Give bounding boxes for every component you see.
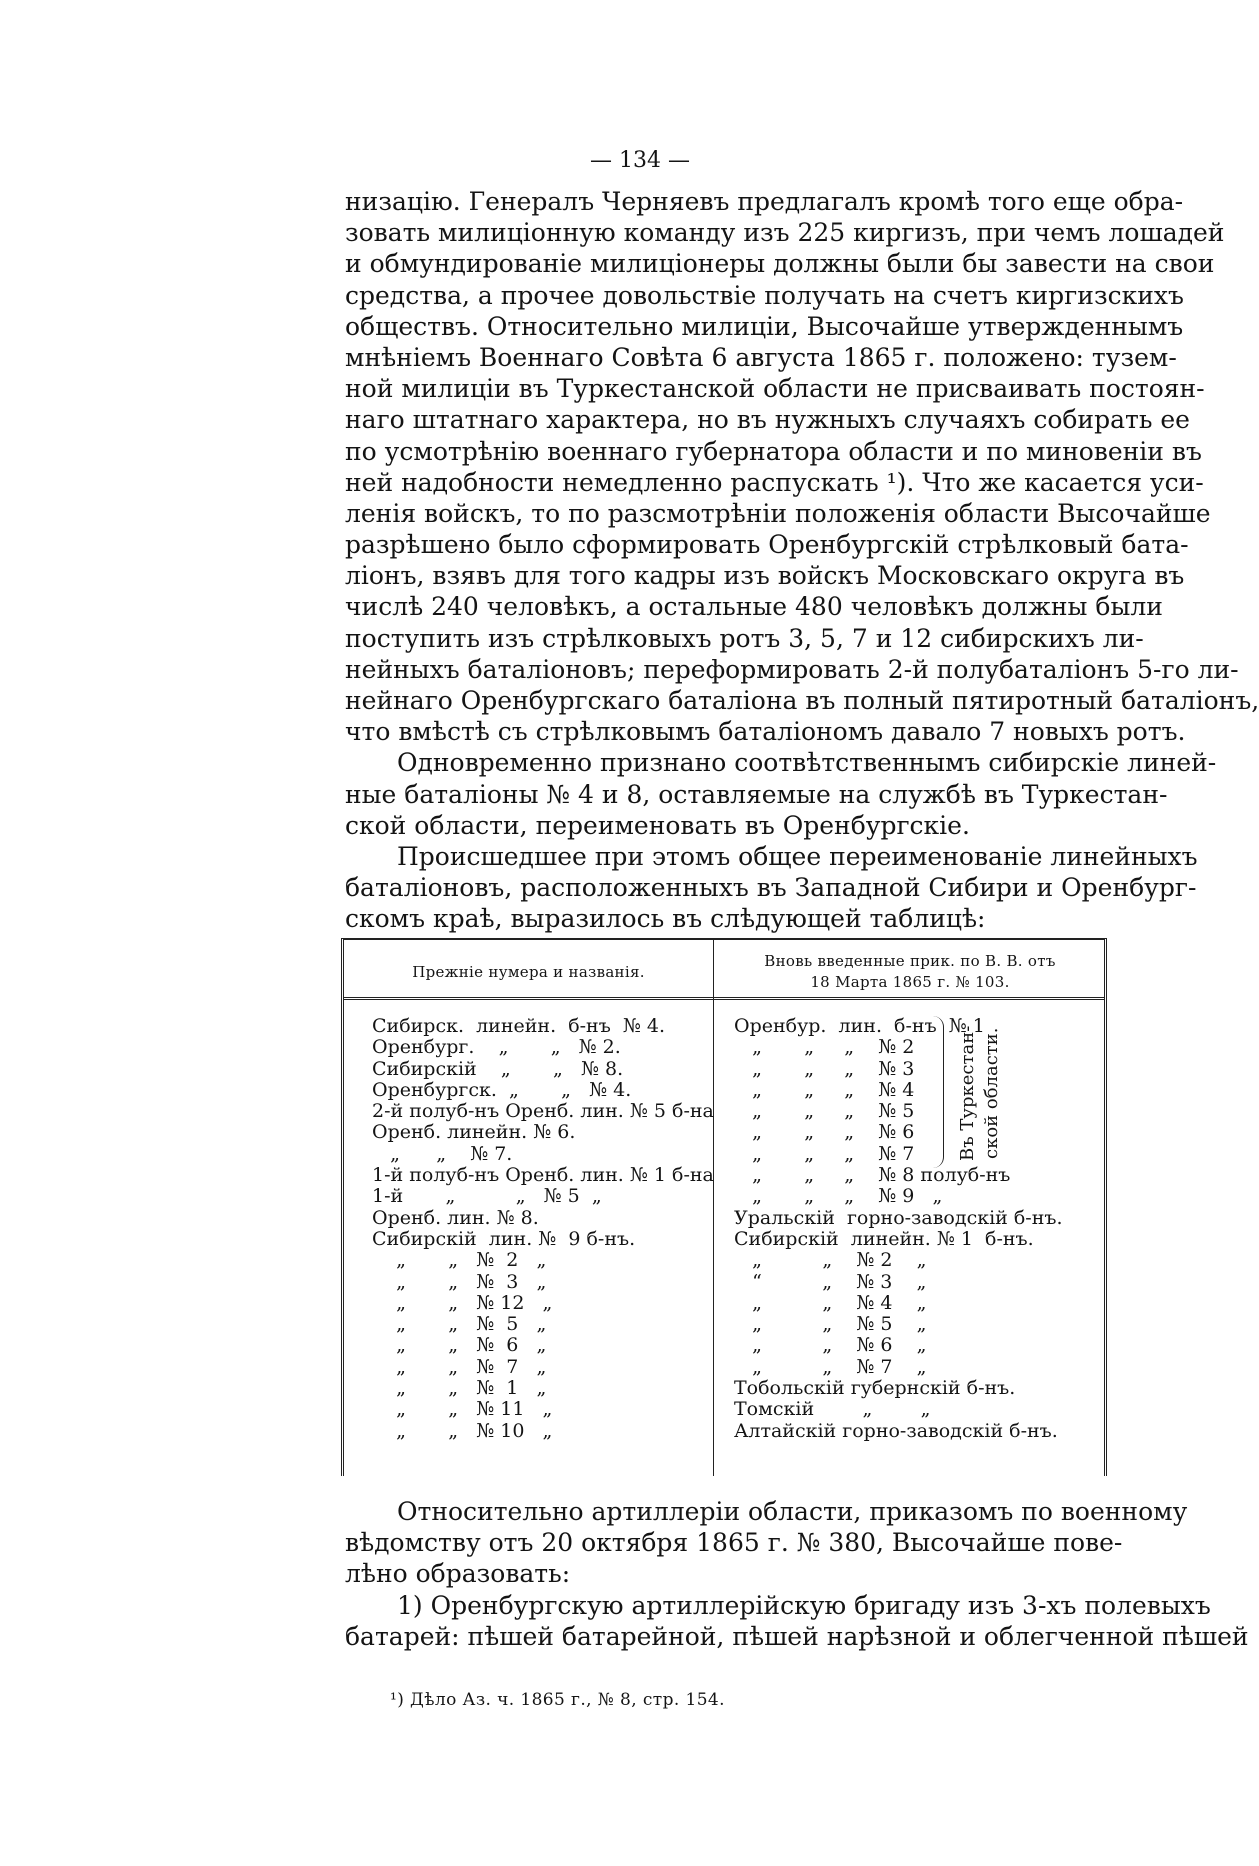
table-row: Сибирск. линейн. б-нъ № 4. [372, 1015, 666, 1037]
text-line: разрѣшено было сформировать Оренбургскій стрѣлковый бата- [345, 530, 1189, 560]
closing-paragraphs [345, 1496, 1249, 1652]
table-row: Оренб. линейн. № 6. [372, 1121, 576, 1144]
table-row: Оренбург. „ „ № 2. [372, 1036, 621, 1059]
table-row: „ „ № 5 „ [734, 1313, 927, 1336]
table-row: Алтайскій горно-заводскій б-нъ. [734, 1419, 1058, 1442]
table-row: 2-й полуб-нъ Оренб. лин. № 5 б-на [372, 1100, 714, 1123]
text-line: вѣдомству отъ 20 октября 1865 г. № 380, Высочайше пове- [345, 1528, 1123, 1558]
table-row: Тобольскій губернскій б-нъ. [734, 1377, 1016, 1400]
table-row: Томскій „ „ [734, 1398, 931, 1421]
text-line: баталіоновъ, расположенныхъ въ Западной Сибири и Оренбург- [345, 873, 1197, 903]
text-line: ской области, переименовать въ Оренбургскіе. [345, 810, 970, 840]
text-line: Одновременно признано соотвѣтственнымъ сибирскіе линей- [397, 748, 1217, 778]
text-line: скомъ краѣ, выразилось въ слѣдующей таблицѣ: [345, 904, 986, 934]
former-names-column [372, 1015, 714, 1442]
text-line: средства, а прочее довольствіе получать на счетъ киргизскихъ [345, 280, 1184, 310]
table-header [344, 940, 1104, 1000]
new-names-column [734, 1016, 1104, 1442]
text-line: нейнаго Оренбургскаго баталіона въ полный пятиротный баталіонъ, [345, 686, 1259, 715]
table-row: „ „ № 4 „ [734, 1291, 927, 1314]
table-row: „ „ № 7 „ [734, 1355, 927, 1378]
table-row: “ „ № 3 „ [734, 1270, 927, 1293]
table-row: „ „ № 2 „ [372, 1249, 547, 1272]
text-line: ные баталіоны № 4 и 8, оставляемые на службѣ въ Туркестан- [345, 779, 1168, 809]
turkestan-region-label [950, 1018, 1010, 1168]
header-new-names-line1: Вновь введенные прик. по В. В. отъ [764, 952, 1056, 970]
table-row: „ „ № 1 „ [372, 1377, 547, 1400]
text-line: лѣно образовать: [345, 1559, 571, 1589]
footnote: ¹) Дѣло Аз. ч. 1865 г., № 8, стр. 154. [390, 1690, 725, 1710]
text-line: нейныхъ баталіоновъ; переформировать 2-й полубаталіонъ 5-го ли- [345, 654, 1239, 684]
text-line: 1) Оренбургскую артиллерійскую бригаду изъ 3-хъ полевыхъ [397, 1590, 1211, 1620]
table-row: Оренб. лин. № 8. [372, 1206, 539, 1229]
text-line: что вмѣстѣ съ стрѣлковымъ баталіономъ давало 7 новыхъ ротъ. [345, 717, 1186, 747]
text-line: ліонъ, взявъ для того кадры изъ войскъ Московскаго округа въ [345, 561, 1185, 591]
text-line: зовать милиціонную команду изъ 225 киргизъ, при чемъ лошадей [345, 218, 1225, 248]
text-line: батарей: пѣшей батарейной, пѣшей нарѣзной и облегченной пѣшей [345, 1621, 1249, 1651]
table-row: Оренбур. лин. б-нъ № 1 [734, 1015, 985, 1037]
table-row: „ „ № 7. [372, 1142, 513, 1165]
table-row: „ „ № 6 „ [372, 1334, 547, 1357]
table-row: „ „ „ № 3 [734, 1057, 915, 1080]
turkestan-region-label-text: Въ Туркестан- ской области. [957, 1025, 1002, 1161]
table-row: „ „ № 10 „ [372, 1419, 553, 1442]
text-line: поступить изъ стрѣлковыхъ ротъ 3, 5, 7 и 12 сибирскихъ ли- [345, 623, 1144, 653]
page-number: — 134 — [590, 148, 690, 173]
text-line: ленія войскъ, то по разсмотрѣніи положенія области Высочайше [345, 498, 1211, 528]
text-line: ней надобности немедленно распускать ¹). Что же касается уси- [345, 467, 1204, 497]
body-paragraphs [345, 186, 1259, 935]
text-line: низацію. Генералъ Черняевъ предлагалъ кромѣ того еще обра- [345, 187, 1184, 216]
text-line: Относительно артиллеріи области, приказомъ по военному [397, 1497, 1188, 1526]
header-former-names [344, 950, 713, 994]
table-row: „ „ „ № 6 [734, 1121, 915, 1144]
text-line: ной милиціи въ Туркестанской области не присваивать постоян- [345, 374, 1205, 404]
text-line: и обмундированіе милиціонеры должны были бы завести на свои [345, 249, 1215, 279]
text-line: числѣ 240 человѣкъ, а остальные 480 человѣкъ должны были [345, 592, 1163, 622]
table-row: „ „ „ № 5 [734, 1100, 915, 1123]
table-row: „ „ „ № 8 полуб-нъ [734, 1164, 1011, 1187]
text-line: мнѣніемъ Военнаго Совѣта 6 августа 1865 г. положено: тузем- [345, 342, 1177, 372]
table-row: „ „ „ № 4 [734, 1078, 915, 1101]
table-row: „ „ „ № 2 [734, 1036, 915, 1059]
table-row: Уральскій горно-заводскій б-нъ. [734, 1206, 1063, 1229]
table-row: „ „ № 12 „ [372, 1291, 553, 1314]
table-row: 1-й „ „ № 5 „ [372, 1185, 602, 1208]
header-former-names-text: Прежніе нумера и названія. [412, 962, 645, 981]
table-row: 1-й полуб-нъ Оренб. лин. № 1 б-на [372, 1164, 714, 1187]
table-row: Оренбургск. „ „ № 4. [372, 1078, 632, 1101]
text-line: обществъ. Относительно милиціи, Высочайше утвержденнымъ [345, 311, 1184, 341]
table-row: Сибирскій лин. № 9 б-нъ. [372, 1227, 636, 1250]
header-new-names-line2: 18 Марта 1865 г. № 103. [810, 973, 1010, 991]
text-line: по усмотрѣнію военнаго губернатора области и по миновеніи въ [345, 436, 1202, 466]
table-row: „ „ № 6 „ [734, 1334, 927, 1357]
table-row: „ „ „ № 7 [734, 1142, 915, 1165]
text-line: наго штатнаго характера, но въ нужныхъ случаяхъ собирать ее [345, 405, 1190, 435]
header-new-names [715, 950, 1105, 994]
column-divider [713, 940, 714, 1476]
table-row: Сибирскій линейн. № 1 б-нъ. [734, 1227, 1034, 1250]
table-row: „ „ № 2 „ [734, 1249, 927, 1272]
table-row: „ „ № 11 „ [372, 1398, 553, 1421]
table-row: „ „ № 5 „ [372, 1313, 547, 1336]
table-row: „ „ „ № 9 „ [734, 1185, 943, 1208]
renaming-table [341, 938, 1107, 1476]
table-row: „ „ № 7 „ [372, 1355, 547, 1378]
grouping-brace [933, 1016, 944, 1168]
text-line: Происшедшее при этомъ общее переименованіе линейныхъ [397, 841, 1198, 871]
table-row: Сибирскій „ „ № 8. [372, 1057, 624, 1080]
table-row: „ „ № 3 „ [372, 1270, 547, 1293]
